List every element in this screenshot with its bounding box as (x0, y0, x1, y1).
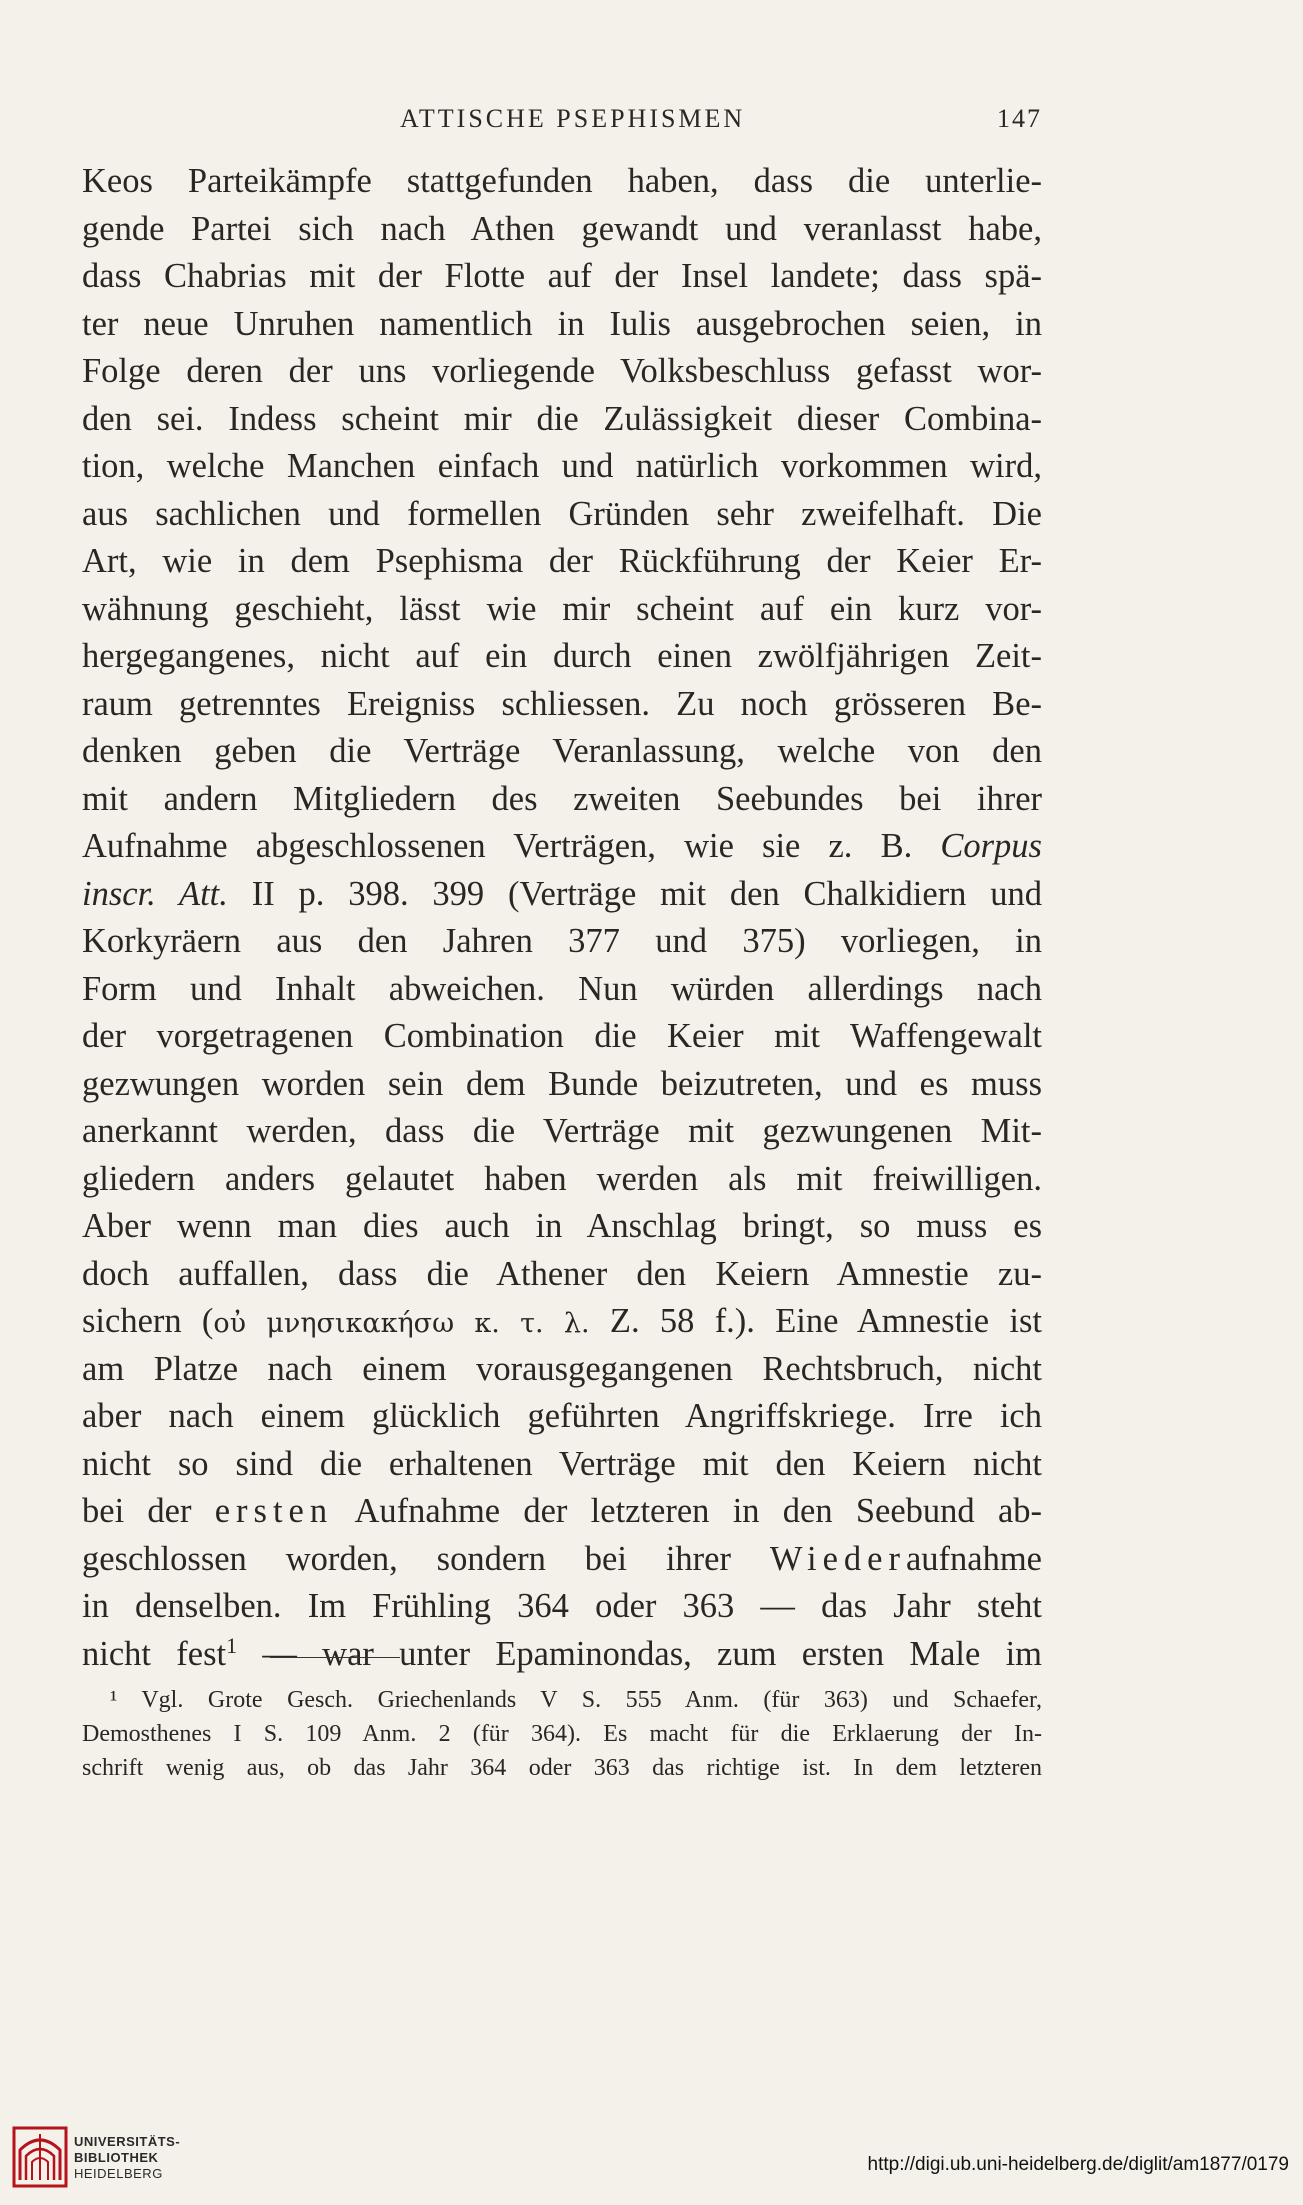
text-segment: II p. 398. 399 (Verträge mit den Chalkidiern und (251, 874, 1042, 913)
running-head (82, 104, 1042, 144)
footnote-rule (270, 1657, 400, 1658)
text-line-with-italic (82, 871, 1042, 919)
text-line-with-italic (82, 823, 1042, 871)
text-segment: geschlossen worden, sondern bei ihrer (82, 1539, 770, 1578)
library-name (74, 2134, 180, 2182)
library-name-line: BIBLIOTHEK (74, 2150, 159, 2165)
footnote-marker: ¹ (110, 1687, 118, 1713)
text-segment: aufnahme (905, 1539, 1042, 1578)
running-title: ATTISCHE PSEPHISMEN (400, 104, 746, 133)
text-segment: — war unter Epaminondas, zum ersten Male im (237, 1634, 1043, 1673)
footnote-line: schrift wenig aus, ob das Jahr 364 oder 363 das richtige ist. In dem letzteren (82, 1755, 1042, 1781)
text-line: Form und Inhalt abweichen. Nun würden allerdings nach (82, 969, 1042, 1008)
text-line: aber nach einem glücklich geführten Angriffskriege. Irre ich (82, 1397, 1042, 1435)
text-line: mit andern Mitgliedern des zweiten Seebundes bei ihrer (82, 779, 1042, 818)
text-line: in denselben. Im Frühling 364 oder 363 — das Jahr steht (82, 1587, 1042, 1625)
library-name-line: UNIVERSITÄTS- (74, 2134, 181, 2149)
text-line: raum getrenntes Ereigniss schliessen. Zu noch grösseren Be- (82, 684, 1042, 723)
text-line: Folge deren der uns vorliegende Volksbeschluss gefasst wor- (82, 352, 1042, 390)
text-line-with-spacing (82, 1536, 1042, 1584)
text-line: Aber wenn man dies auch in Anschlag bringt, so muss es (82, 1207, 1042, 1245)
text-line: Art, wie in dem Psephisma der Rückführung der Keier Er- (82, 542, 1042, 580)
italic-citation: Corpus (940, 827, 1042, 865)
text-segment: nicht fest (82, 1634, 227, 1673)
text-segment: bei der (82, 1492, 215, 1530)
text-line: tion, welche Manchen einfach und natürlich vorkommen wird, (82, 447, 1042, 485)
text-line: der vorgetragenen Combination die Keier mit Waffengewalt (82, 1017, 1042, 1055)
footnote (82, 1683, 1042, 1785)
text-line-with-greek (82, 1298, 1042, 1346)
italic-citation: inscr. Att. (82, 874, 228, 913)
text-line: doch auffallen, dass die Athener den Keiern Amnestie zu- (82, 1254, 1042, 1293)
text-segment: sichern ( (82, 1302, 214, 1340)
text-line: den sei. Indess scheint mir die Zulässigkeit dieser Combina- (82, 399, 1042, 438)
footnote-ref: 1 (226, 1632, 238, 1658)
library-logo (12, 2124, 182, 2192)
library-name-line: HEIDELBERG (74, 2166, 163, 2181)
text-line: denken geben die Verträge Veranlassung, welche von den (82, 732, 1042, 770)
text-segment: Aufnahme abgeschlossenen Verträgen, wie sie z. B. (82, 827, 913, 865)
footnote-line: Demosthenes I S. 109 Anm. 2 (für 364). Es macht für die Erklaerung der In- (82, 1721, 1042, 1747)
emphasis-spaced: ersten (214, 1492, 334, 1530)
text-line: nicht so sind die erhaltenen Verträge mit den Keiern nicht (82, 1444, 1042, 1483)
text-line-with-spacing (82, 1488, 1042, 1536)
text-line: gezwungen worden sein dem Bunde beizutreten, und es muss (82, 1064, 1042, 1103)
footnote-line (82, 1683, 1042, 1717)
page-number: 147 (997, 104, 1042, 133)
text-segment: Aufnahme der letzteren in den Seebund ab- (333, 1492, 1042, 1530)
text-line: anerkannt werden, dass die Verträge mit gezwungenen Mit- (82, 1112, 1042, 1150)
emphasis-spaced: Wieder (769, 1539, 906, 1578)
text-line: am Platze nach einem vorausgegangenen Rechtsbruch, nicht (82, 1349, 1042, 1388)
text-line: ter neue Unruhen namentlich in Iulis ausgebrochen seien, in (82, 304, 1042, 343)
text-line-with-footnote-ref (82, 1631, 1042, 1679)
main-text (82, 158, 1042, 1678)
text-line: gliedern anders gelautet haben werden als mit freiwilligen. (82, 1159, 1042, 1198)
text-line: dass Chabrias mit der Flotte auf der Insel landete; dass spä- (82, 257, 1042, 295)
text-line: Keos Parteikämpfe stattgefunden haben, dass die unterlie- (82, 162, 1042, 200)
text-line: aus sachlichen und formellen Gründen sehr zweifelhaft. Die (82, 494, 1042, 533)
footnote-text: Vgl. Grote Gesch. Griechenlands V S. 555 Anm. (für 363) und Schaefer, (141, 1687, 1042, 1713)
text-line: hergegangenes, nicht auf ein durch einen zwölfjährigen Zeit- (82, 637, 1042, 675)
text-segment: Z. 58 f.). Eine Amnestie ist (589, 1302, 1042, 1340)
greek-quote: οὐ μνησικακήσω κ. τ. λ. (213, 1308, 590, 1339)
text-line: Korkyräern aus den Jahren 377 und 375) vorliegen, in (82, 922, 1042, 960)
source-url-link[interactable]: http://digi.ub.uni-heidelberg.de/diglit/am1877/0179 (867, 2154, 1289, 2175)
text-line: gende Partei sich nach Athen gewandt und veranlasst habe, (82, 209, 1042, 248)
library-crest-icon (12, 2126, 68, 2188)
text-line: wähnung geschieht, lässt wie mir scheint auf ein kurz vor- (82, 589, 1042, 628)
